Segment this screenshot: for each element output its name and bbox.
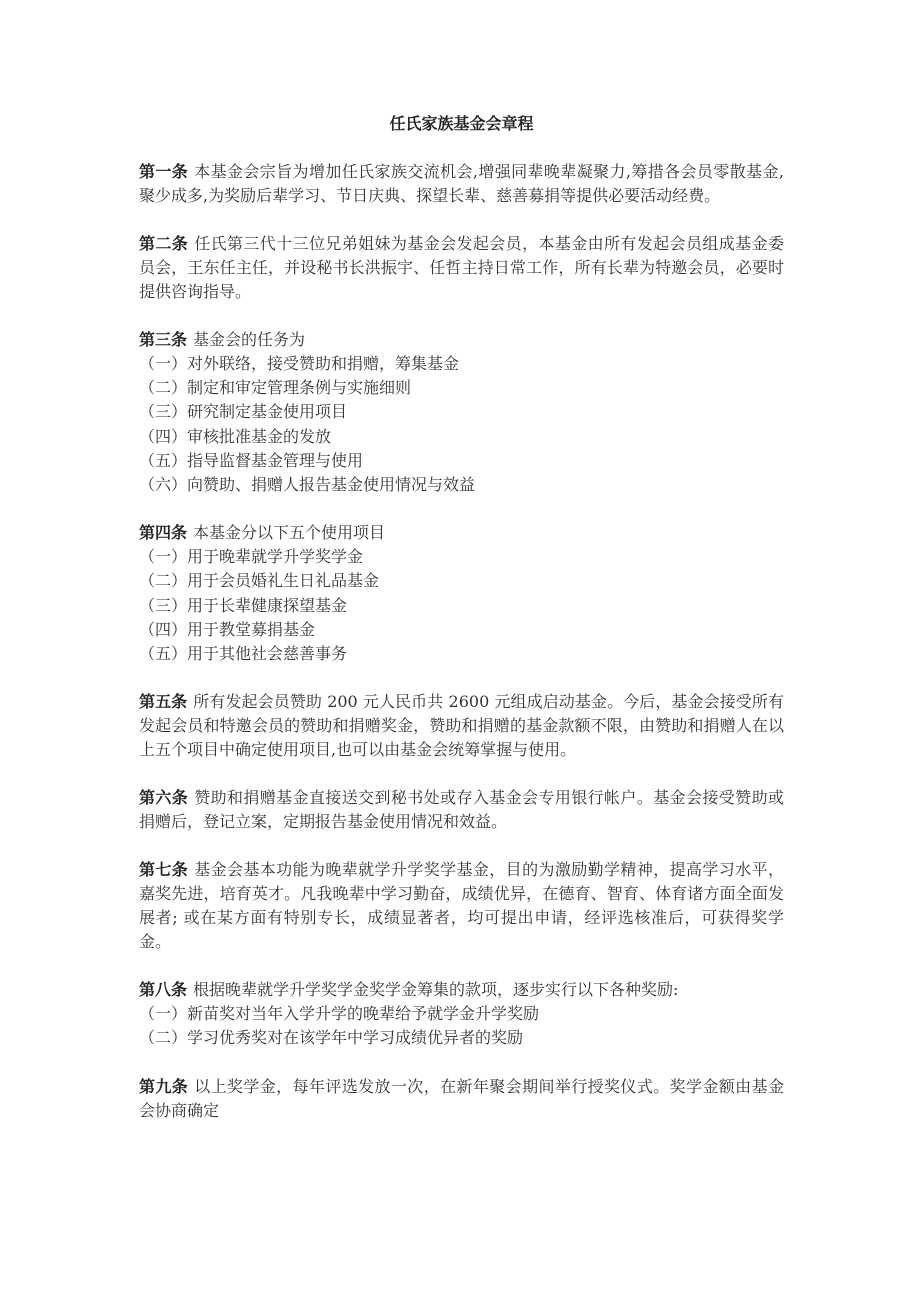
list-item: （二）制定和审定管理条例与实施细则 xyxy=(139,378,412,398)
article-text: 本基金分以下五个使用项目 xyxy=(193,523,386,543)
article-label: 第六条 xyxy=(139,788,189,808)
article-2 xyxy=(139,232,784,304)
article-label: 第七条 xyxy=(139,860,189,880)
list-item: （二）学习优秀奖对在该学年中学习成绩优异者的奖励 xyxy=(139,1028,524,1048)
list-item: （六）向赞助、捐赠人报告基金使用情况与效益 xyxy=(139,475,476,495)
list-item: （一）新苗奖对当年入学升学的晚辈给予就学金升学奖励 xyxy=(139,1004,540,1024)
article-label: 第八条 xyxy=(139,980,188,1000)
article-text: 任氏第三代十三位兄弟姐妹为基金会发起会员，本基金由所有发起会员组成基金委员会，王东任主任，并设秘书长洪振宇、任哲主持日常工作，所有长辈为特邀会员，必要时提供咨询指导。 xyxy=(139,234,784,301)
article-label: 第一条 xyxy=(139,162,189,181)
article-label: 第四条 xyxy=(139,523,188,543)
article-7 xyxy=(139,858,784,954)
article-5 xyxy=(139,690,784,762)
article-label: 第三条 xyxy=(139,330,188,349)
article-label: 第五条 xyxy=(139,692,188,712)
article-4 xyxy=(139,521,784,666)
list-item: （二）用于会员婚礼生日礼品基金 xyxy=(139,571,380,591)
article-8 xyxy=(139,978,784,1050)
list-item: （三）研究制定基金使用项目 xyxy=(139,402,348,422)
article-text: 根据晚辈就学升学奖学金奖学金筹集的款项，逐步实行以下各种奖励: xyxy=(193,980,679,1000)
article-text: 基金会基本功能为晚辈就学升学奖学基金，目的为激励勤学精神，提高学习水平，嘉奖先进，培育英才。凡我晚辈中学习勤奋，成绩优异，在德育、智育、体育诸方面全面发展者; 或在某方面有特别专长，成绩显著者，均可提出申请，经评选核准后，可获得奖学金。 xyxy=(139,860,784,952)
list-item: （一）对外联络，接受赞助和捐赠，筹集基金 xyxy=(139,354,460,373)
list-item: （一）用于晚辈就学升学奖学金 xyxy=(139,547,364,567)
article-text: 赞助和捐赠基金直接送交到秘书处或存入基金会专用银行帐户。基金会接受赞助或捐赠后，登记立案，定期报告基金使用情况和效益。 xyxy=(139,788,784,832)
article-text: 以上奖学金，每年评选发放一次，在新年聚会期间举行授奖仪式。奖学金额由基金会协商确定 xyxy=(139,1076,784,1120)
list-item: （五）用于其他社会慈善事务 xyxy=(139,644,348,664)
list-item: （三）用于长辈健康探望基金 xyxy=(139,595,348,615)
list-item: （四）用于教堂募捐基金 xyxy=(139,619,316,639)
document-title: 任氏家族基金会章程 xyxy=(389,114,534,133)
article-label: 第九条 xyxy=(139,1076,189,1096)
article-text: 本基金会宗旨为增加任氏家族交流机会,增强同辈晚辈凝聚力,筹措各会员零散基金,聚少成多,为奖励后辈学习、节日庆典、探望长辈、慈善募捐等提供必要活动经费。 xyxy=(139,162,784,205)
article-text: 所有发起会员赞助 200 元人民币共 2600 元组成启动基金。今后，基金会接受所有发起会员和特邀会员的赞助和捐赠奖金，赞助和捐赠的基金款额不限，由赞助和捐赠人在以上五个项目中确定使用项目,也可以由基金会统筹掌握与使用。 xyxy=(139,692,784,760)
article-6 xyxy=(139,786,784,834)
document-page xyxy=(139,112,784,1147)
list-item: （五）指导监督基金管理与使用 xyxy=(139,450,364,470)
article-9 xyxy=(139,1075,784,1123)
article-label: 第二条 xyxy=(139,234,189,253)
article-text: 基金会的任务为 xyxy=(193,330,306,349)
article-3 xyxy=(139,328,784,497)
article-1 xyxy=(139,160,784,208)
list-item: （四）审核批准基金的发放 xyxy=(139,426,332,446)
